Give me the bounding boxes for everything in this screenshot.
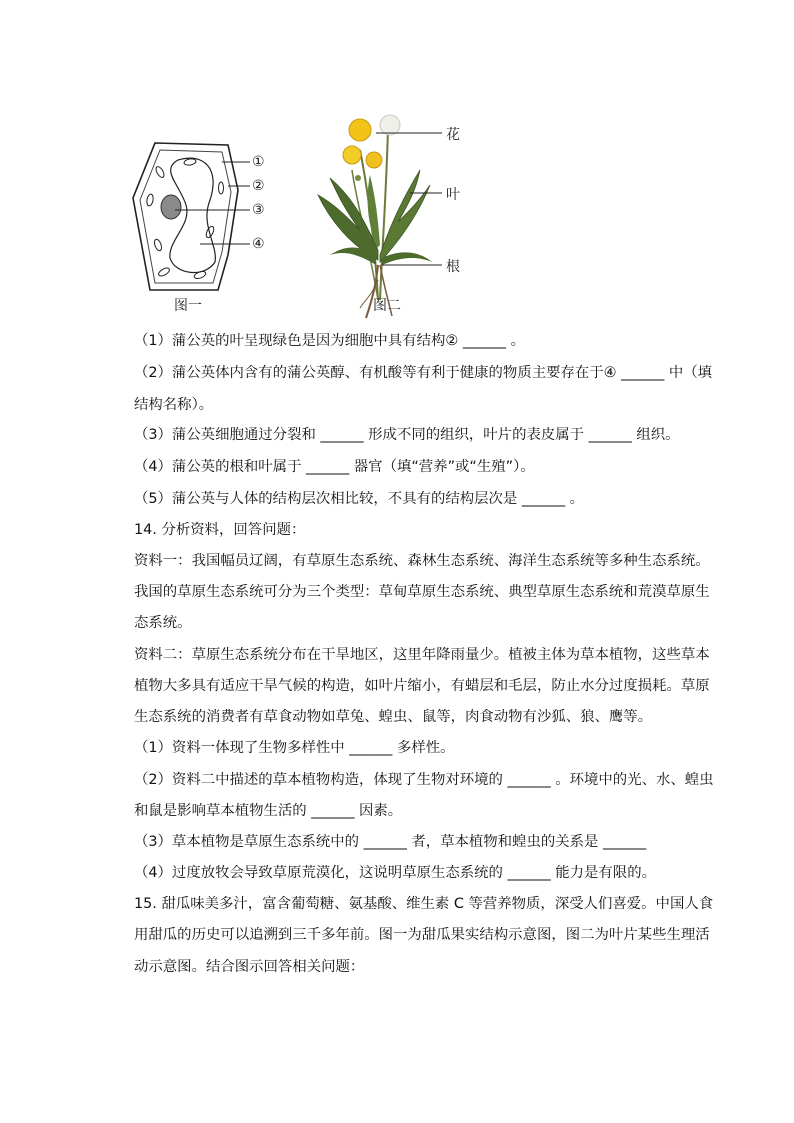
q15-line1: 15. 甜瓜味美多汁，富含葡萄糖、氨基酸、维生素 C 等营养物质，深受人们喜爱。中国人食 xyxy=(134,896,714,912)
material2-line3: 生态系统的消费者有草食动物如草兔、蝗虫、鼠等，肉食动物有沙狐、狼、鹰等。 xyxy=(134,709,653,725)
plant-label-root: 根 xyxy=(446,259,460,275)
material1-line3: 态系统。 xyxy=(134,615,192,631)
q15-line3: 动示意图。结合图示回答相关问题： xyxy=(134,959,365,975)
q14-3: （3）草本植物是草原生态系统中的 ______ 者，草本植物和蝗虫的关系是 ______ xyxy=(134,834,647,850)
q13-2: （2）蒲公英体内含有的蒲公英醇、有机酸等有利于健康的物质主要存在于④ ______ 中（填 xyxy=(134,365,713,381)
q13-1: （1）蒲公英的叶呈现绿色是因为细胞中具有结构② ______ 。 xyxy=(134,333,525,349)
figure1-caption: 图一 xyxy=(174,298,202,314)
q13-3: （3）蒲公英细胞通过分裂和 ______ 形成不同的组织，叶片的表皮属于 ______ 组织。 xyxy=(134,427,680,443)
cell-label-2: ② xyxy=(252,178,265,194)
dandelion-illustration xyxy=(318,115,442,318)
q14-heading: 14. 分析资料，回答问题： xyxy=(134,522,306,538)
material1-line1: 资料一：我国幅员辽阔，有草原生态系统、森林生态系统、海洋生态系统等多种生态系统。 xyxy=(134,553,710,569)
q14-1: （1）资料一体现了生物多样性中 ______ 多样性。 xyxy=(134,740,455,756)
q14-2-cont: 和鼠是影响草本植物生活的 ______ 因素。 xyxy=(134,803,403,819)
figure2-caption: 图二 xyxy=(373,298,401,314)
plant-label-leaf: 叶 xyxy=(446,187,460,203)
q14-2: （2）资料二中描述的草本植物构造，体现了生物对环境的 ______ 。环境中的光、水、蝗虫 xyxy=(134,772,714,788)
plant-label-flower: 花 xyxy=(446,127,460,143)
q13-2-cont: 结构名称）。 xyxy=(134,397,214,413)
material2-line2: 植物大多具有适应干旱气候的构造，如叶片缩小，有蜡层和毛层，防止水分过度损耗。草原 xyxy=(134,678,710,694)
cell-label-4: ④ xyxy=(252,236,265,252)
material2-line1: 资料二：草原生态系统分布在干旱地区，这里年降雨量少。植被主体为草本植物，这些草本 xyxy=(134,647,710,663)
cell-label-3: ③ xyxy=(252,202,265,218)
q15-line2: 用甜瓜的历史可以追溯到三千多年前。图一为甜瓜果实结构示意图，图二为叶片某些生理活 xyxy=(134,927,710,943)
q13-5: （5）蒲公英与人体的结构层次相比较，不具有的结构层次是 ______ 。 xyxy=(134,491,585,507)
q14-4: （4）过度放牧会导致草原荒漠化，这说明草原生态系统的 ______ 能力是有限的。 xyxy=(134,865,656,881)
plant-cell-diagram xyxy=(0,0,794,330)
cell-label-1: ① xyxy=(252,154,265,170)
q13-4: （4）蒲公英的根和叶属于 ______ 器官（填“营养”或“生殖”）。 xyxy=(134,459,535,475)
material1-line2: 我国的草原生态系统可分为三个类型：草甸草原生态系统、典型草原生态系统和荒漠草原生 xyxy=(134,584,710,600)
